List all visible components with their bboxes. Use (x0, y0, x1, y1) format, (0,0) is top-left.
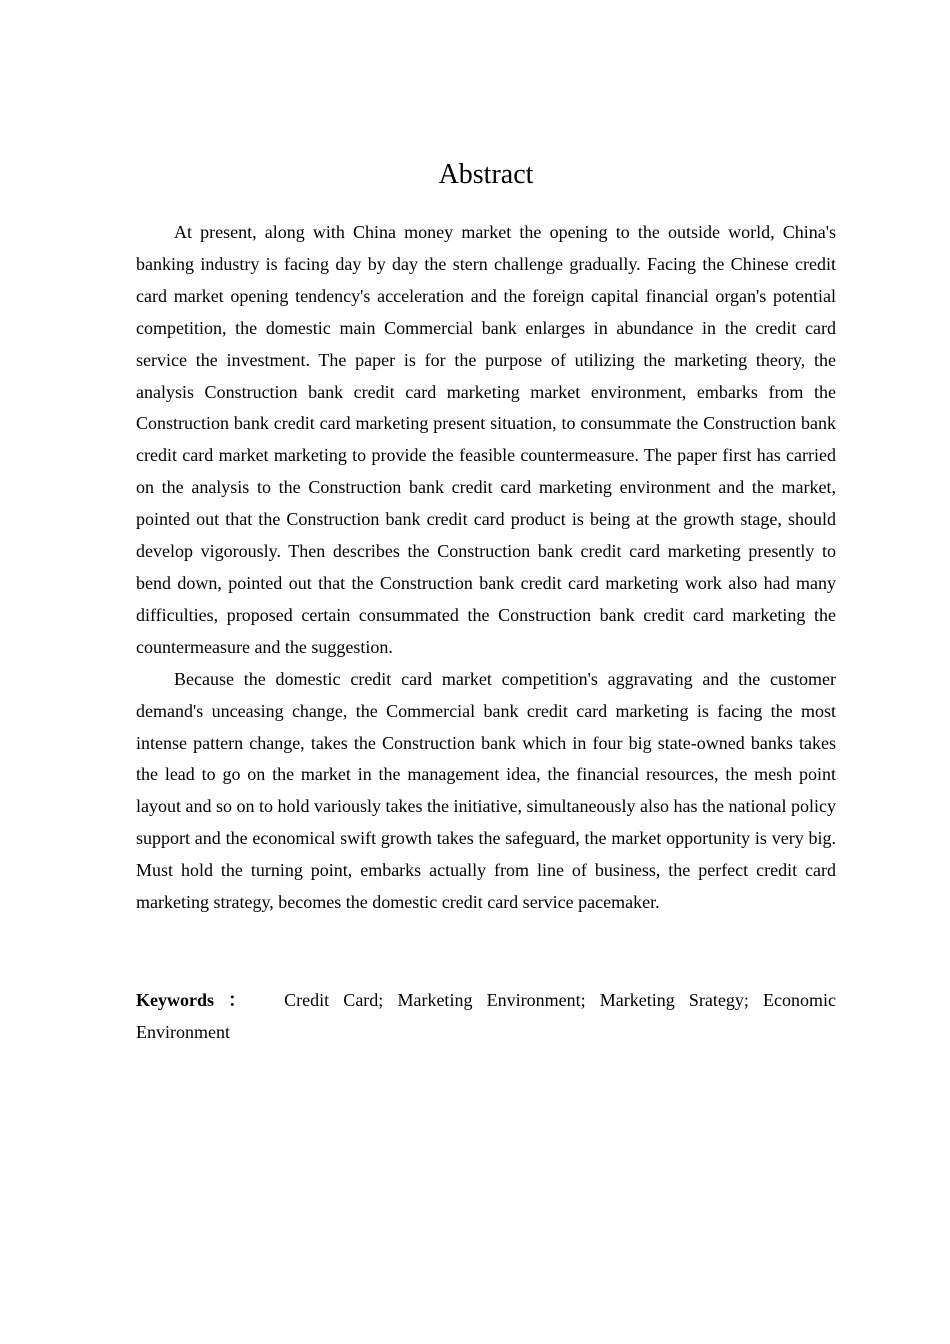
keywords-label: Keywords ： (136, 990, 256, 1010)
abstract-body (136, 217, 836, 919)
abstract-title: Abstract (438, 159, 534, 190)
abstract-paragraph-1: At present, along with China money market the opening to the outside world, China's banking industry is facing day by day the stern challenge gradually. Facing the Chinese credit card market opening tendency's acceleration and the foreign capital financial organ's potential competition, the domestic main Commercial bank enlarges in abundance in the credit card service the investment. The paper is for the purpose of utilizing the marketing theory, the analysis Construction bank credit card marketing market environment, embarks from the Construction bank credit card marketing present situation, to consummate the Construction bank credit card market marketing to provide the feasible countermeasure. The paper first has carried on the analysis to the Construction bank credit card marketing environment and the market, pointed out that the Construction bank credit card product is being at the growth stage, should develop vigorously. Then describes the Construction bank credit card marketing presently to bend down, pointed out that the Construction bank credit card marketing work also had many difficulties, proposed certain consummated the Construction bank credit card marketing the countermeasure and the suggestion. (136, 222, 836, 657)
keywords-list: Credit Card; Marketing Environment; Marketing Srategy; Economic Environment (136, 990, 837, 1042)
abstract-paragraph-2: Because the domestic credit card market competition's aggravating and the customer demand's unceasing change, the Commercial bank credit card marketing is facing the most intense pattern change, takes the Construction bank which in four big state-owned banks takes the lead to go on the market in the management idea, the financial resources, the mesh point layout and so on to hold variously takes the initiative, simultaneously also has the national policy support and the economical swift growth takes the safeguard, the market opportunity is very big. Must hold the turning point, embarks actually from line of business, the perfect credit card marketing strategy, becomes the domestic credit card service pacemaker. (136, 668, 836, 913)
keywords-line (136, 985, 836, 1049)
